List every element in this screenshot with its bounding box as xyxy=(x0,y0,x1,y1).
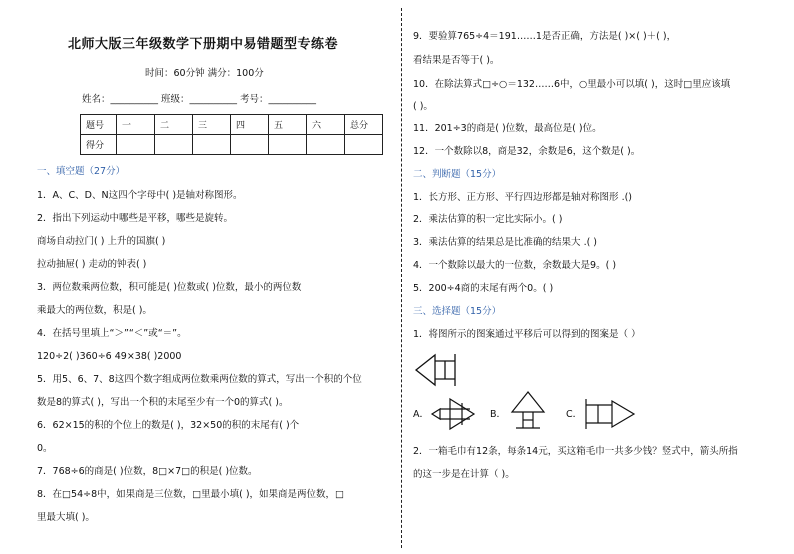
question-line: 看结果是否等于( )。 xyxy=(413,55,500,66)
exam-time-info: 时间：60分钟 满分：100分 xyxy=(145,68,264,79)
question-line: 1．A、C、D、N这四个字母中( )是轴对称图形。 xyxy=(37,190,243,201)
score-cell: 六 xyxy=(307,115,345,135)
score-cell: 二 xyxy=(155,115,193,135)
question-line: 10．在除法算式□÷○＝132……6中，○里最小可以填( )，这时□里应该填 xyxy=(413,79,731,90)
score-input-cell[interactable] xyxy=(307,135,345,155)
question-line: 数是8的算式( )，写出一个积的末尾至少有一个0的算式( )。 xyxy=(37,397,289,408)
score-table-score-row xyxy=(81,135,383,155)
option-a-fish-figure xyxy=(430,395,482,433)
question-line: ( )。 xyxy=(413,101,433,112)
score-cell: 得分 xyxy=(81,135,117,155)
option-a-label: A． xyxy=(413,409,429,420)
score-cell: 五 xyxy=(269,115,307,135)
question-line: 4．在括号里填上“＞”“＜”或“＝”。 xyxy=(37,328,187,339)
score-input-cell[interactable] xyxy=(231,135,269,155)
score-cell: 三 xyxy=(193,115,231,135)
question-line: 8．在□54÷8中，如果商是三位数，□里最小填( )，如果商是两位数，□ xyxy=(37,489,344,500)
score-table xyxy=(80,114,383,155)
question-line: 1．将图所示的图案通过平移后可以得到的图案是（ ） xyxy=(413,329,641,340)
option-b-label: B． xyxy=(490,409,507,420)
score-input-cell[interactable] xyxy=(269,135,307,155)
score-cell: 四 xyxy=(231,115,269,135)
section-heading: 一、填空题（27分） xyxy=(37,166,126,177)
page-title: 北师大版三年级数学下册期中易错题型专练卷 xyxy=(68,37,339,52)
question-line: 11．201÷3的商是( )位数，最高位是( )位。 xyxy=(413,123,602,134)
option-c-fish-figure xyxy=(582,395,638,433)
question-line: 的这一步是在计算（ )。 xyxy=(413,469,515,480)
question-line: 0。 xyxy=(37,443,53,454)
question-line: 6．62×15的积的个位上的数是( )，32×50的积的末尾有( )个 xyxy=(37,420,300,431)
score-input-cell[interactable] xyxy=(193,135,231,155)
question-line: 5．用5、6、7、8这四个数字组成两位数乘两位数的算式，写出一个积的个位 xyxy=(37,374,362,385)
original-fish-figure xyxy=(413,350,473,390)
student-info-line: 姓名：__________ 班级：__________ 考号：__________ xyxy=(82,94,317,105)
column-divider xyxy=(401,8,402,548)
section-heading: 三、选择题（15分） xyxy=(413,306,502,317)
question-line: 拉动抽屉( ) 走动的钟表( ) xyxy=(37,259,147,270)
question-line: 里最大填( )。 xyxy=(37,512,95,523)
option-b-rotated-figure xyxy=(508,390,548,440)
question-line: 9．要验算765÷4＝191……1是否正确，方法是( )×( )＋( )， xyxy=(413,31,677,42)
score-input-cell[interactable] xyxy=(345,135,383,155)
score-cell: 一 xyxy=(117,115,155,135)
score-input-cell[interactable] xyxy=(117,135,155,155)
question-line: 5．200÷4商的末尾有两个0。( ) xyxy=(413,283,554,294)
question-line: 12．一个数除以8，商是32，余数是6，这个数是( )。 xyxy=(413,146,641,157)
question-line: 3．两位数乘两位数，积可能是( )位数或( )位数，最小的两位数 xyxy=(37,282,302,293)
question-line: 4．一个数除以最大的一位数，余数最大是9。( ) xyxy=(413,260,617,271)
question-line: 7．768÷6的商是( )位数，8□×7□的积是( )位数。 xyxy=(37,466,258,477)
score-cell: 总分 xyxy=(345,115,383,135)
question-line: 1．长方形、正方形、平行四边形都是轴对称图形 .() xyxy=(413,192,632,203)
score-table-header-row xyxy=(81,115,383,135)
option-c-label: C． xyxy=(566,409,583,420)
question-line: 120÷2( )360÷6 49×38( )2000 xyxy=(37,351,182,362)
question-line: 乘最大的两位数，积是( )。 xyxy=(37,305,152,316)
section-heading: 二、判断题（15分） xyxy=(413,169,502,180)
score-input-cell[interactable] xyxy=(155,135,193,155)
question-line: 2．乘法估算的积一定比实际小。( ) xyxy=(413,214,563,225)
score-cell: 题号 xyxy=(81,115,117,135)
question-line: 商场自动拉门( ) 上升的国旗( ) xyxy=(37,236,166,247)
question-line: 3．乘法估算的结果总是比准确的结果大 .( ) xyxy=(413,237,598,248)
question-line: 2．指出下列运动中哪些是平移，哪些是旋转。 xyxy=(37,213,234,224)
question-line: 2．一箱毛巾有12条，每条14元，买这箱毛巾一共多少钱？竖式中，箭头所指 xyxy=(413,446,738,457)
